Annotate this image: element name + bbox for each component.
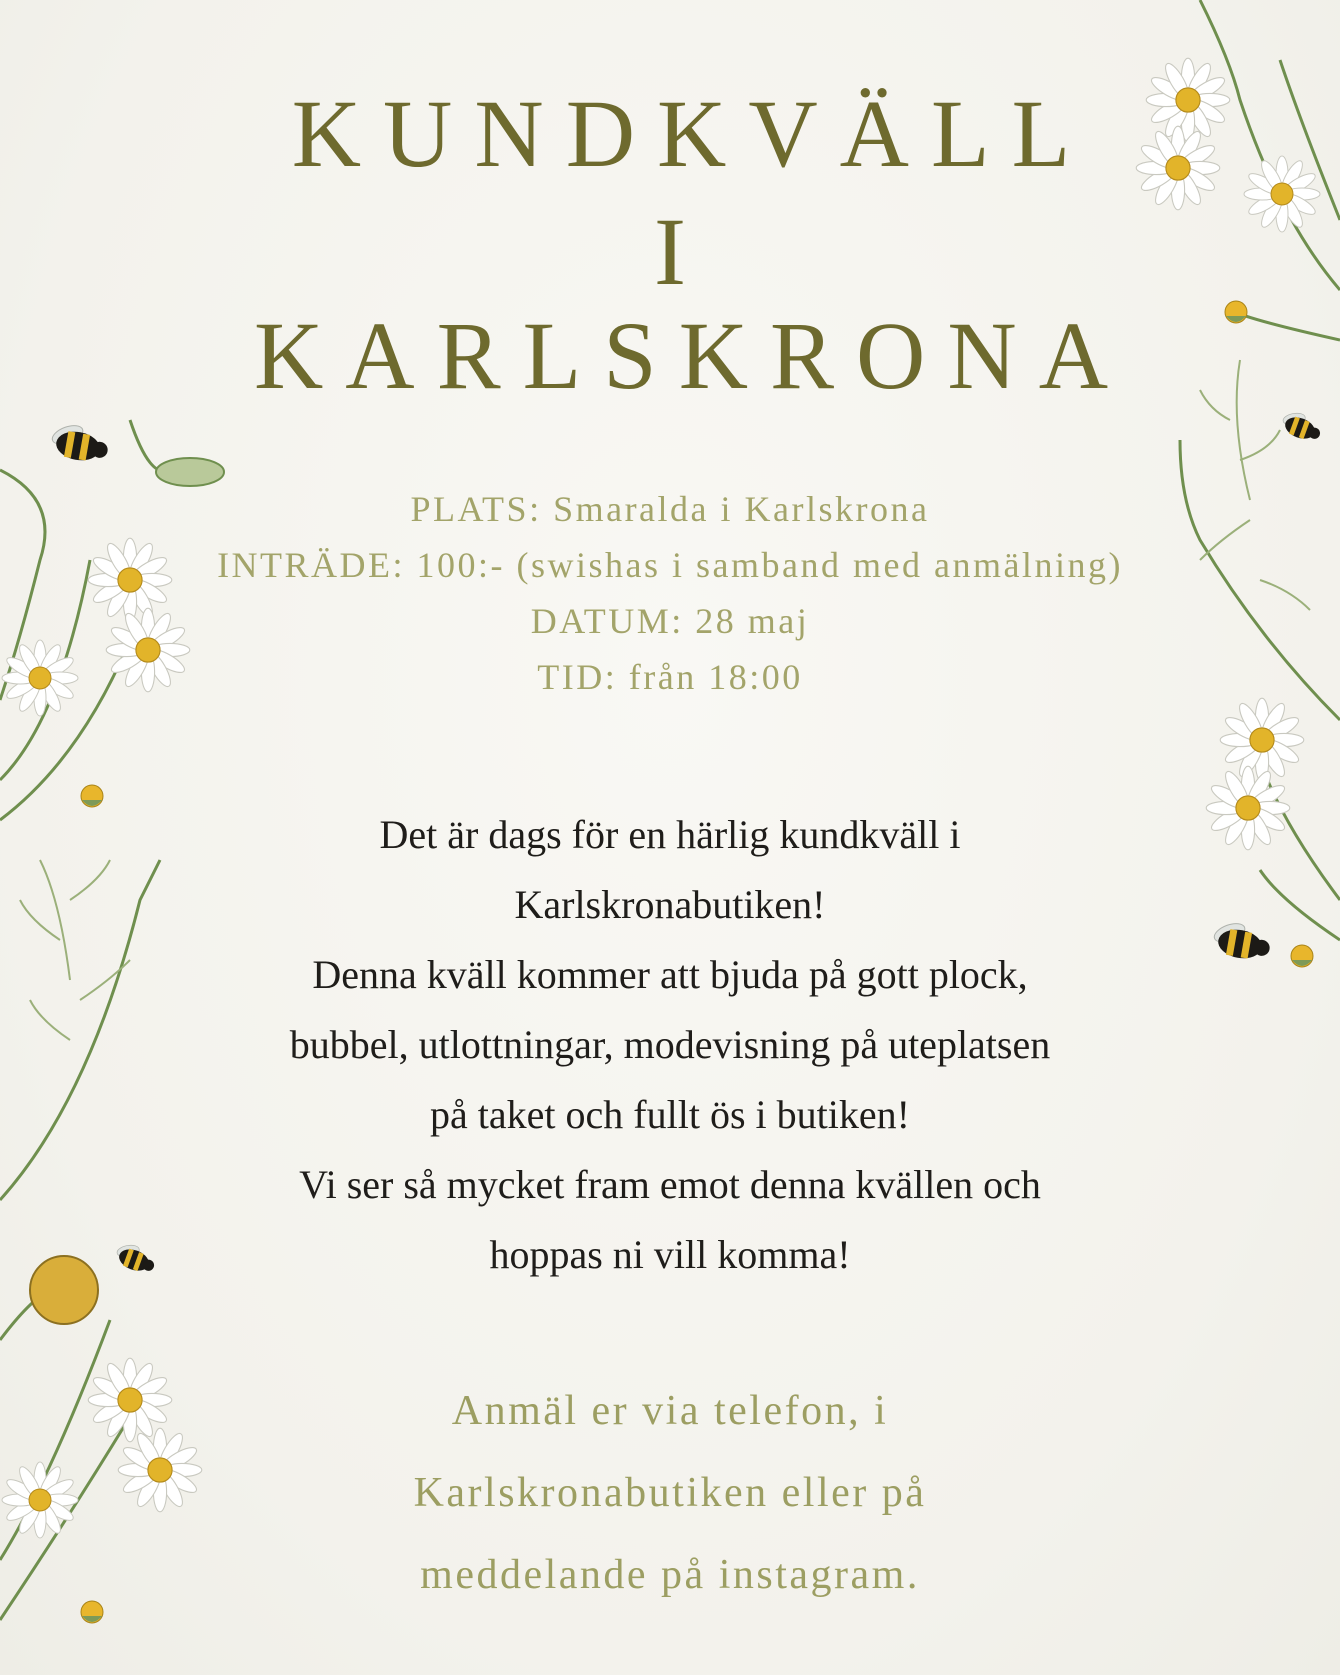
info-datum: DATUM: 28 maj — [530, 601, 810, 641]
signup-paragraph — [0, 1370, 1340, 1616]
signup-line: Karlskronabutiken eller på — [413, 1470, 927, 1516]
body-line: på taket och fullt ös i butiken! — [430, 1092, 910, 1137]
info-tid: TID: från 18:00 — [537, 657, 803, 697]
title-line-1: KUNDKVÄLL — [291, 80, 1093, 187]
body-line: hoppas ni vill komma! — [489, 1232, 851, 1277]
body-line: Denna kväll kommer att bjuda på gott plock, — [312, 952, 1028, 997]
info-plats: PLATS: Smaralda i Karlskrona — [410, 489, 930, 529]
signup-line: Anmäl er via telefon, i — [451, 1388, 889, 1434]
body-line: Det är dags för en härlig kundkväll i — [379, 812, 961, 857]
title-line-3: KARLSKRONA — [253, 302, 1131, 409]
dried-flower-icon — [30, 1256, 98, 1324]
title-line-2: I — [654, 198, 686, 305]
body-line: Vi ser så mycket fram emot denna kvällen och — [299, 1162, 1041, 1207]
body-line: Karlskronabutiken! — [514, 882, 826, 927]
info-intrade: INTRÄDE: 100:- (swishas i samband med anmälning) — [217, 545, 1123, 585]
body-line: bubbel, utlottningar, modevisning på uteplatsen — [289, 1022, 1051, 1067]
signup-line: meddelande på instagram. — [420, 1552, 920, 1598]
body-paragraph — [100, 800, 1240, 1290]
